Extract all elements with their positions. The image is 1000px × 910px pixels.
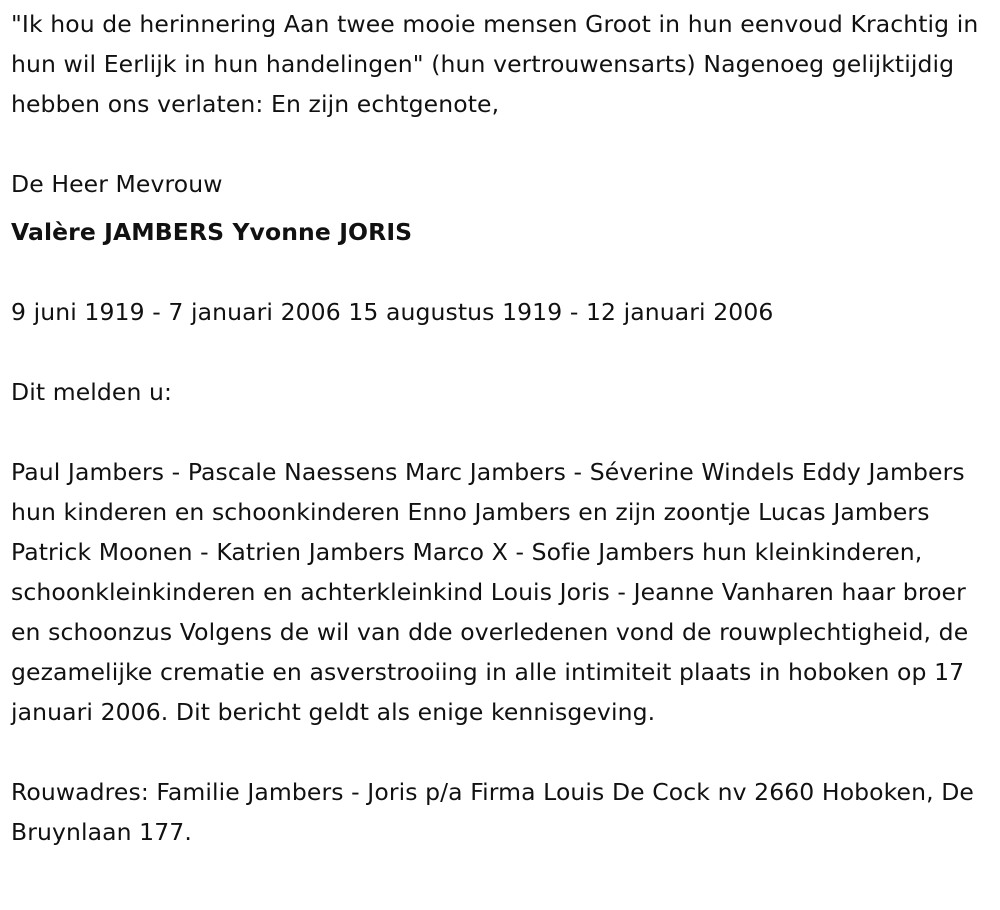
spacer (11, 124, 996, 164)
spacer (11, 732, 996, 772)
announcement-intro: Dit melden u: (11, 378, 173, 406)
spacer (11, 252, 996, 292)
names-line: Valère JAMBERS Yvonne JORIS (11, 218, 413, 246)
dates-line: 9 juni 1919 - 7 januari 2006 15 augustus 1919 - 12 januari 2006 (11, 298, 774, 326)
address-paragraph: Rouwadres: Familie Jambers - Joris p/a Firma Louis De Cock nv 2660 Hoboken, De Bruynlaan 177. (11, 778, 974, 846)
obituary-document (11, 4, 996, 852)
spacer (11, 412, 996, 452)
spacer (11, 204, 996, 212)
quote-paragraph: "Ik hou de herinnering Aan twee mooie mensen Groot in hun eenvoud Krachtig in hun wil Eerlijk in hun handelingen" (hun vertrouwensarts) Nagenoeg gelijktijdig hebben ons verlaten: En zijn echtgenote, (11, 10, 979, 118)
family-paragraph: Paul Jambers - Pascale Naessens Marc Jambers - Séverine Windels Eddy Jambers hun kinderen en schoonkinderen Enno Jambers en zijn zoontje Lucas Jambers Patrick Moonen - Katrien Jambers Marco X - Sofie Jambers hun kleinkinderen, schoonkleinkinderen en achterkleinkind Louis Joris - Jeanne Vanharen haar broer en schoonzus Volgens de wil van dde overledenen vond de rouwplechtigheid, de gezamelijke crematie en asverstrooiing in alle intimiteit plaats in hoboken op 17 januari 2006. Dit bericht geldt als enige kennisgeving. (11, 458, 969, 726)
spacer (11, 332, 996, 372)
titles-line: De Heer Mevrouw (11, 170, 223, 198)
